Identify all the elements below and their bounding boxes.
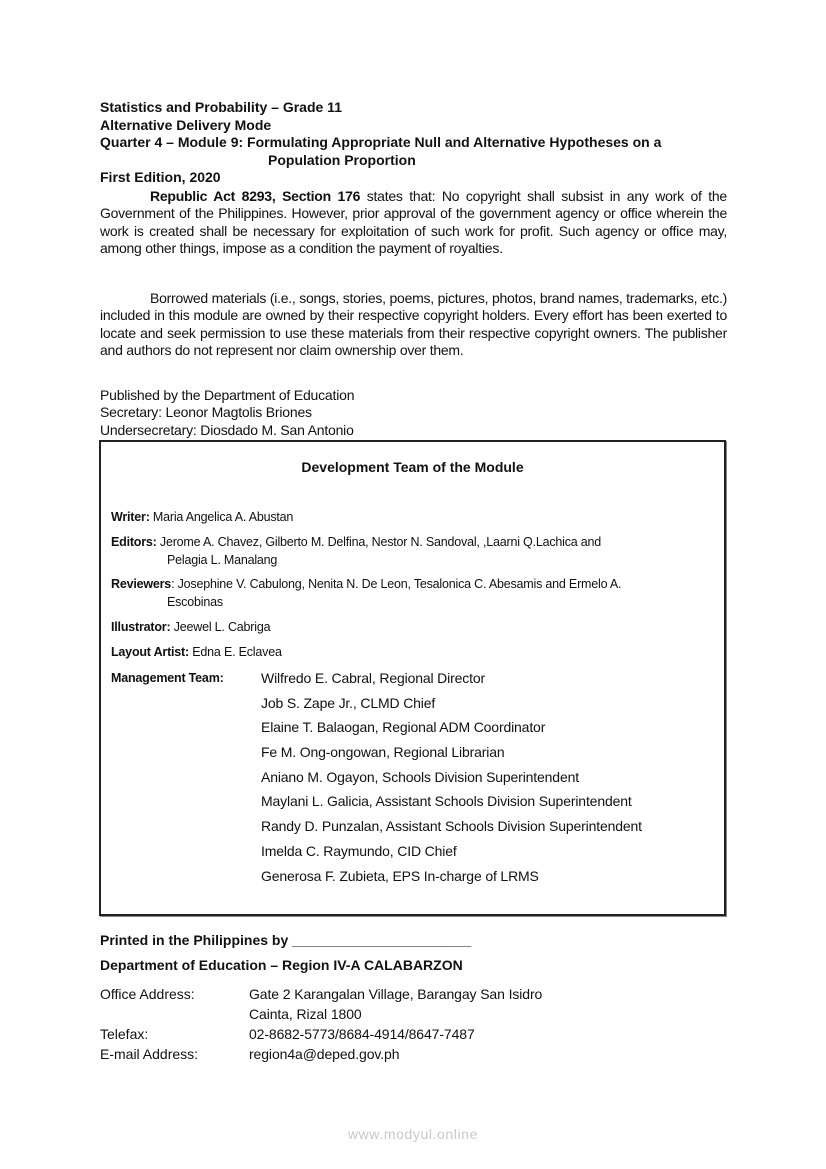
- borrowed-materials-notice: [100, 290, 727, 360]
- office-address-row: [100, 984, 542, 1004]
- office-address-line1: Gate 2 Karangalan Village, Barangay San Isidro: [249, 986, 543, 1002]
- undersecretary: Undersecretary: Diosdado M. San Antonio: [100, 421, 354, 438]
- telefax-value: 02-8682-5773/8684-4914/8647-7487: [249, 1026, 475, 1042]
- credit-editors: [111, 533, 717, 569]
- layout-artist-label: Layout Artist:: [111, 645, 189, 659]
- reviewers-label: Reviewers: [111, 577, 172, 591]
- management-member: Elaine T. Balaogan, Regional ADM Coordinator: [261, 719, 546, 736]
- module-title: Quarter 4 – Module 9: Formulating Appropriate Null and Alternative Hypotheses on a: [100, 134, 662, 150]
- management-member: Maylani L. Galicia, Assistant Schools Division Superintendent: [261, 793, 632, 810]
- copyright-notice: [100, 188, 727, 258]
- credit-writer: [111, 508, 717, 526]
- publisher-info: [100, 387, 354, 439]
- editors-names: Jerome A. Chavez, Gilberto M. Delfina, Nestor N. Sandoval, ,Laarni Q.Lachica and: [156, 535, 602, 549]
- management-member: Imelda C. Raymundo, CID Chief: [261, 842, 457, 859]
- writer-name: Maria Angelica A. Abustan: [149, 510, 294, 524]
- published-by: Published by the Department of Education: [100, 387, 355, 403]
- email-value[interactable]: region4a@deped.gov.ph: [249, 1046, 400, 1062]
- printed-by: Printed in the Philippines by _______________________: [100, 932, 472, 948]
- credit-reviewers: [111, 575, 717, 611]
- management-team-label: Management Team:: [111, 671, 224, 685]
- management-member: Wilfredo E. Cabral, Regional Director: [261, 670, 485, 686]
- office-address-label: Office Address:: [100, 986, 195, 1002]
- reviewers-names-cont: Escobinas: [167, 595, 223, 609]
- delivery-mode: Alternative Delivery Mode: [100, 116, 272, 133]
- copyright-text: states that: No copyright shall subsist in any work of the Government of the Philippines. However, prior approval of the government agency or office wherein the work is created shall be necessary for exploitation of such work for profit. Such agency or office may, among other things, impose as a condition the payment of royalties.: [100, 188, 727, 257]
- office-address-row-2: [100, 1004, 542, 1024]
- credit-layout-artist: [111, 643, 717, 661]
- layout-artist-name: Edna E. Eclavea: [189, 645, 282, 659]
- deped-region: Department of Education – Region IV-A CALABARZON: [100, 957, 463, 973]
- secretary: Secretary: Leonor Magtolis Briones: [100, 404, 312, 421]
- writer-label: Writer:: [111, 510, 150, 524]
- edition: First Edition, 2020: [100, 169, 221, 185]
- management-member: Job S. Zape Jr., CLMD Chief: [261, 694, 436, 711]
- watermark: www.modyul.online: [347, 1126, 479, 1142]
- telefax-label: Telefax:: [100, 1026, 149, 1042]
- development-team-title: Development Team of the Module: [301, 459, 524, 475]
- management-member: Generosa F. Zubieta, EPS In-charge of LRMS: [261, 867, 539, 884]
- reviewers-names: : Josephine V. Cabulong, Nenita N. De Leon, Tesalonica C. Abesamis and Ermelo A.: [171, 577, 622, 591]
- subject-title: Statistics and Probability – Grade 11: [100, 99, 342, 115]
- illustrator-name: Jeewel L. Cabriga: [170, 620, 271, 634]
- management-member: Aniano M. Ogayon, Schools Division Superintendent: [261, 768, 579, 785]
- email-row: [100, 1044, 542, 1064]
- module-title-cont: Population Proportion: [268, 151, 416, 168]
- copyright-law-ref: Republic Act 8293, Section 176: [150, 188, 361, 204]
- management-team-list: [261, 669, 642, 891]
- email-label: E-mail Address:: [100, 1046, 199, 1062]
- contact-info: [100, 984, 542, 1064]
- telefax-row: [100, 1024, 542, 1044]
- borrowed-text: Borrowed materials (i.e., songs, stories, poems, pictures, photos, brand names, trademarks, etc.) included in this module are owned by their respective copyright holders. Every effort has been exerted to locate and seek permission to use these materials from their respective copyright owners. The publisher and authors do not represent nor claim ownership over them.: [100, 290, 727, 359]
- illustrator-label: Illustrator:: [111, 620, 171, 634]
- office-address-line2: Cainta, Rizal 1800: [249, 1006, 362, 1022]
- management-member: Fe M. Ong-ongowan, Regional Librarian: [261, 744, 505, 761]
- module-header: [100, 99, 727, 187]
- management-member: Randy D. Punzalan, Assistant Schools Division Superintendent: [261, 818, 642, 835]
- credit-illustrator: [111, 618, 717, 636]
- editors-names-cont: Pelagia L. Manalang: [167, 553, 278, 567]
- development-team-box: [99, 440, 726, 916]
- editors-label: Editors:: [111, 535, 157, 549]
